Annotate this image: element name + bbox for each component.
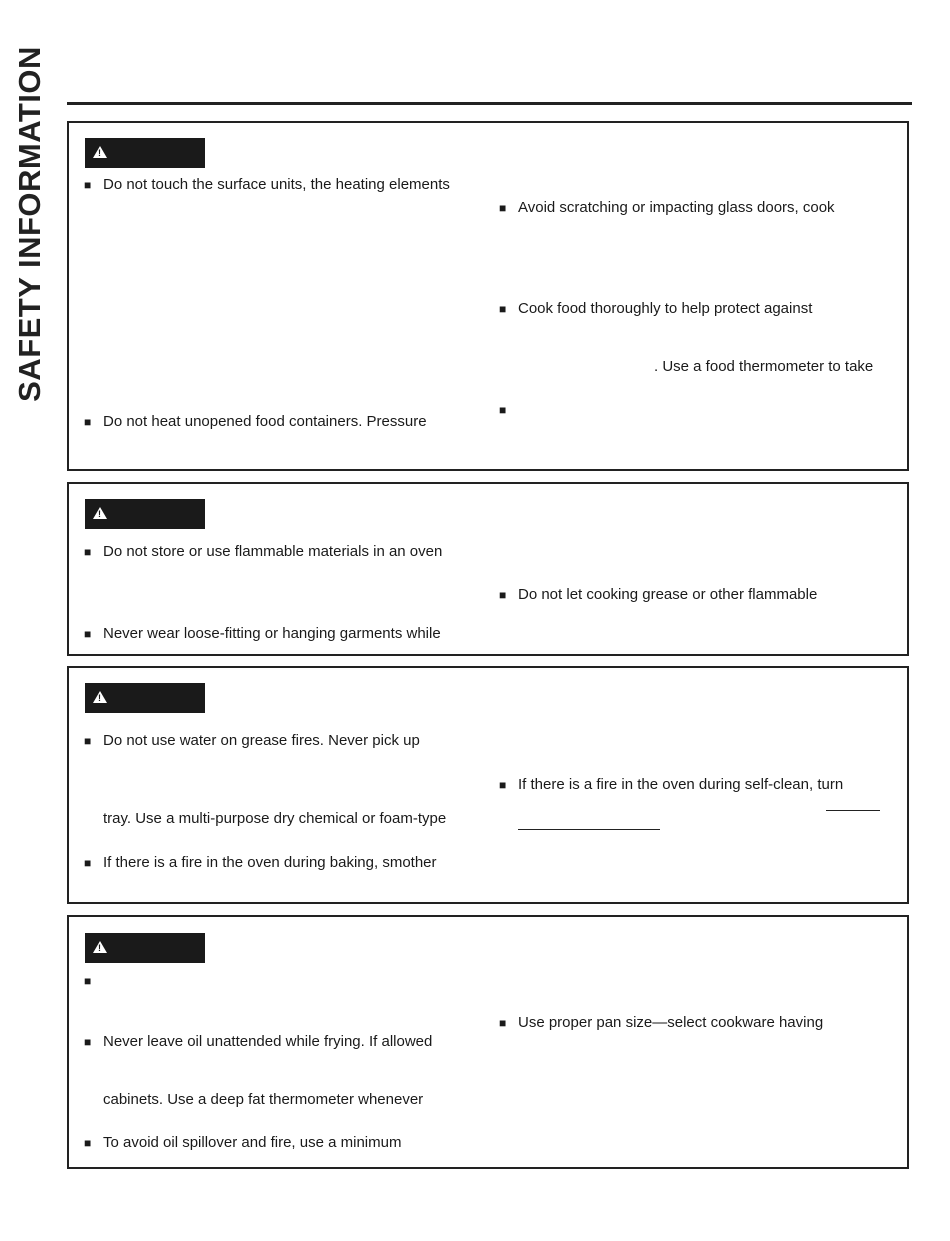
bullet-icon: ■ [499, 201, 507, 215]
box2-left-line1: Do not store or use flammable materials in an oven [103, 543, 443, 560]
bullet-icon: ■ [84, 178, 92, 192]
box4-left-line1: Never leave oil unattended while frying. If allowed [103, 1033, 433, 1050]
bullet-icon: ■ [499, 403, 507, 417]
warning-triangle-icon [93, 507, 107, 519]
warning-tag [85, 933, 205, 963]
warning-triangle-icon [93, 691, 107, 703]
bullet-icon: ■ [84, 415, 92, 429]
warning-tag [85, 683, 205, 713]
box3-right-line1: If there is a fire in the oven during self-clean, turn [518, 776, 844, 793]
bullet-icon: ■ [84, 734, 92, 748]
side-title: SAFETY INFORMATION [12, 46, 47, 402]
bullet-icon: ■ [84, 627, 92, 641]
bullet-icon: ■ [499, 302, 507, 316]
box2-right-line1: Do not let cooking grease or other flammable [518, 586, 818, 603]
bullet-icon: ■ [499, 778, 507, 792]
top-rule [67, 102, 912, 105]
box1-right-line1: Avoid scratching or impacting glass doors, cook [518, 199, 835, 216]
box3-left-line2: tray. Use a multi-purpose dry chemical or foam-type [103, 810, 447, 827]
warning-tag [85, 138, 205, 168]
box4-right-line1: Use proper pan size—select cookware having [518, 1014, 824, 1031]
box4-left-line2: cabinets. Use a deep fat thermometer whenever [103, 1091, 424, 1108]
warning-tag [85, 499, 205, 529]
bullet-icon: ■ [84, 1035, 92, 1049]
warning-triangle-icon [93, 941, 107, 953]
box1-left-line1: Do not touch the surface units, the heating elements [103, 176, 450, 193]
warning-triangle-icon [93, 146, 107, 158]
box3-left-line1: Do not use water on grease fires. Never pick up [103, 732, 420, 749]
box4-left-line3: To avoid oil spillover and fire, use a minimum [103, 1134, 402, 1151]
bullet-icon: ■ [84, 856, 92, 870]
box3-left-line3: If there is a fire in the oven during baking, smother [103, 854, 437, 871]
box2-left-line2: Never wear loose-fitting or hanging garments while [103, 625, 441, 642]
box1-left-line2: Do not heat unopened food containers. Pressure [103, 413, 427, 430]
box1-right-line3: . Use a food thermometer to take [654, 358, 874, 375]
underline [518, 829, 660, 830]
bullet-icon: ■ [499, 1016, 507, 1030]
box1-right-line2: Cook food thoroughly to help protect against [518, 300, 813, 317]
underline [826, 810, 880, 811]
bullet-icon: ■ [499, 588, 507, 602]
bullet-icon: ■ [84, 974, 92, 988]
bullet-icon: ■ [84, 1136, 92, 1150]
bullet-icon: ■ [84, 545, 92, 559]
